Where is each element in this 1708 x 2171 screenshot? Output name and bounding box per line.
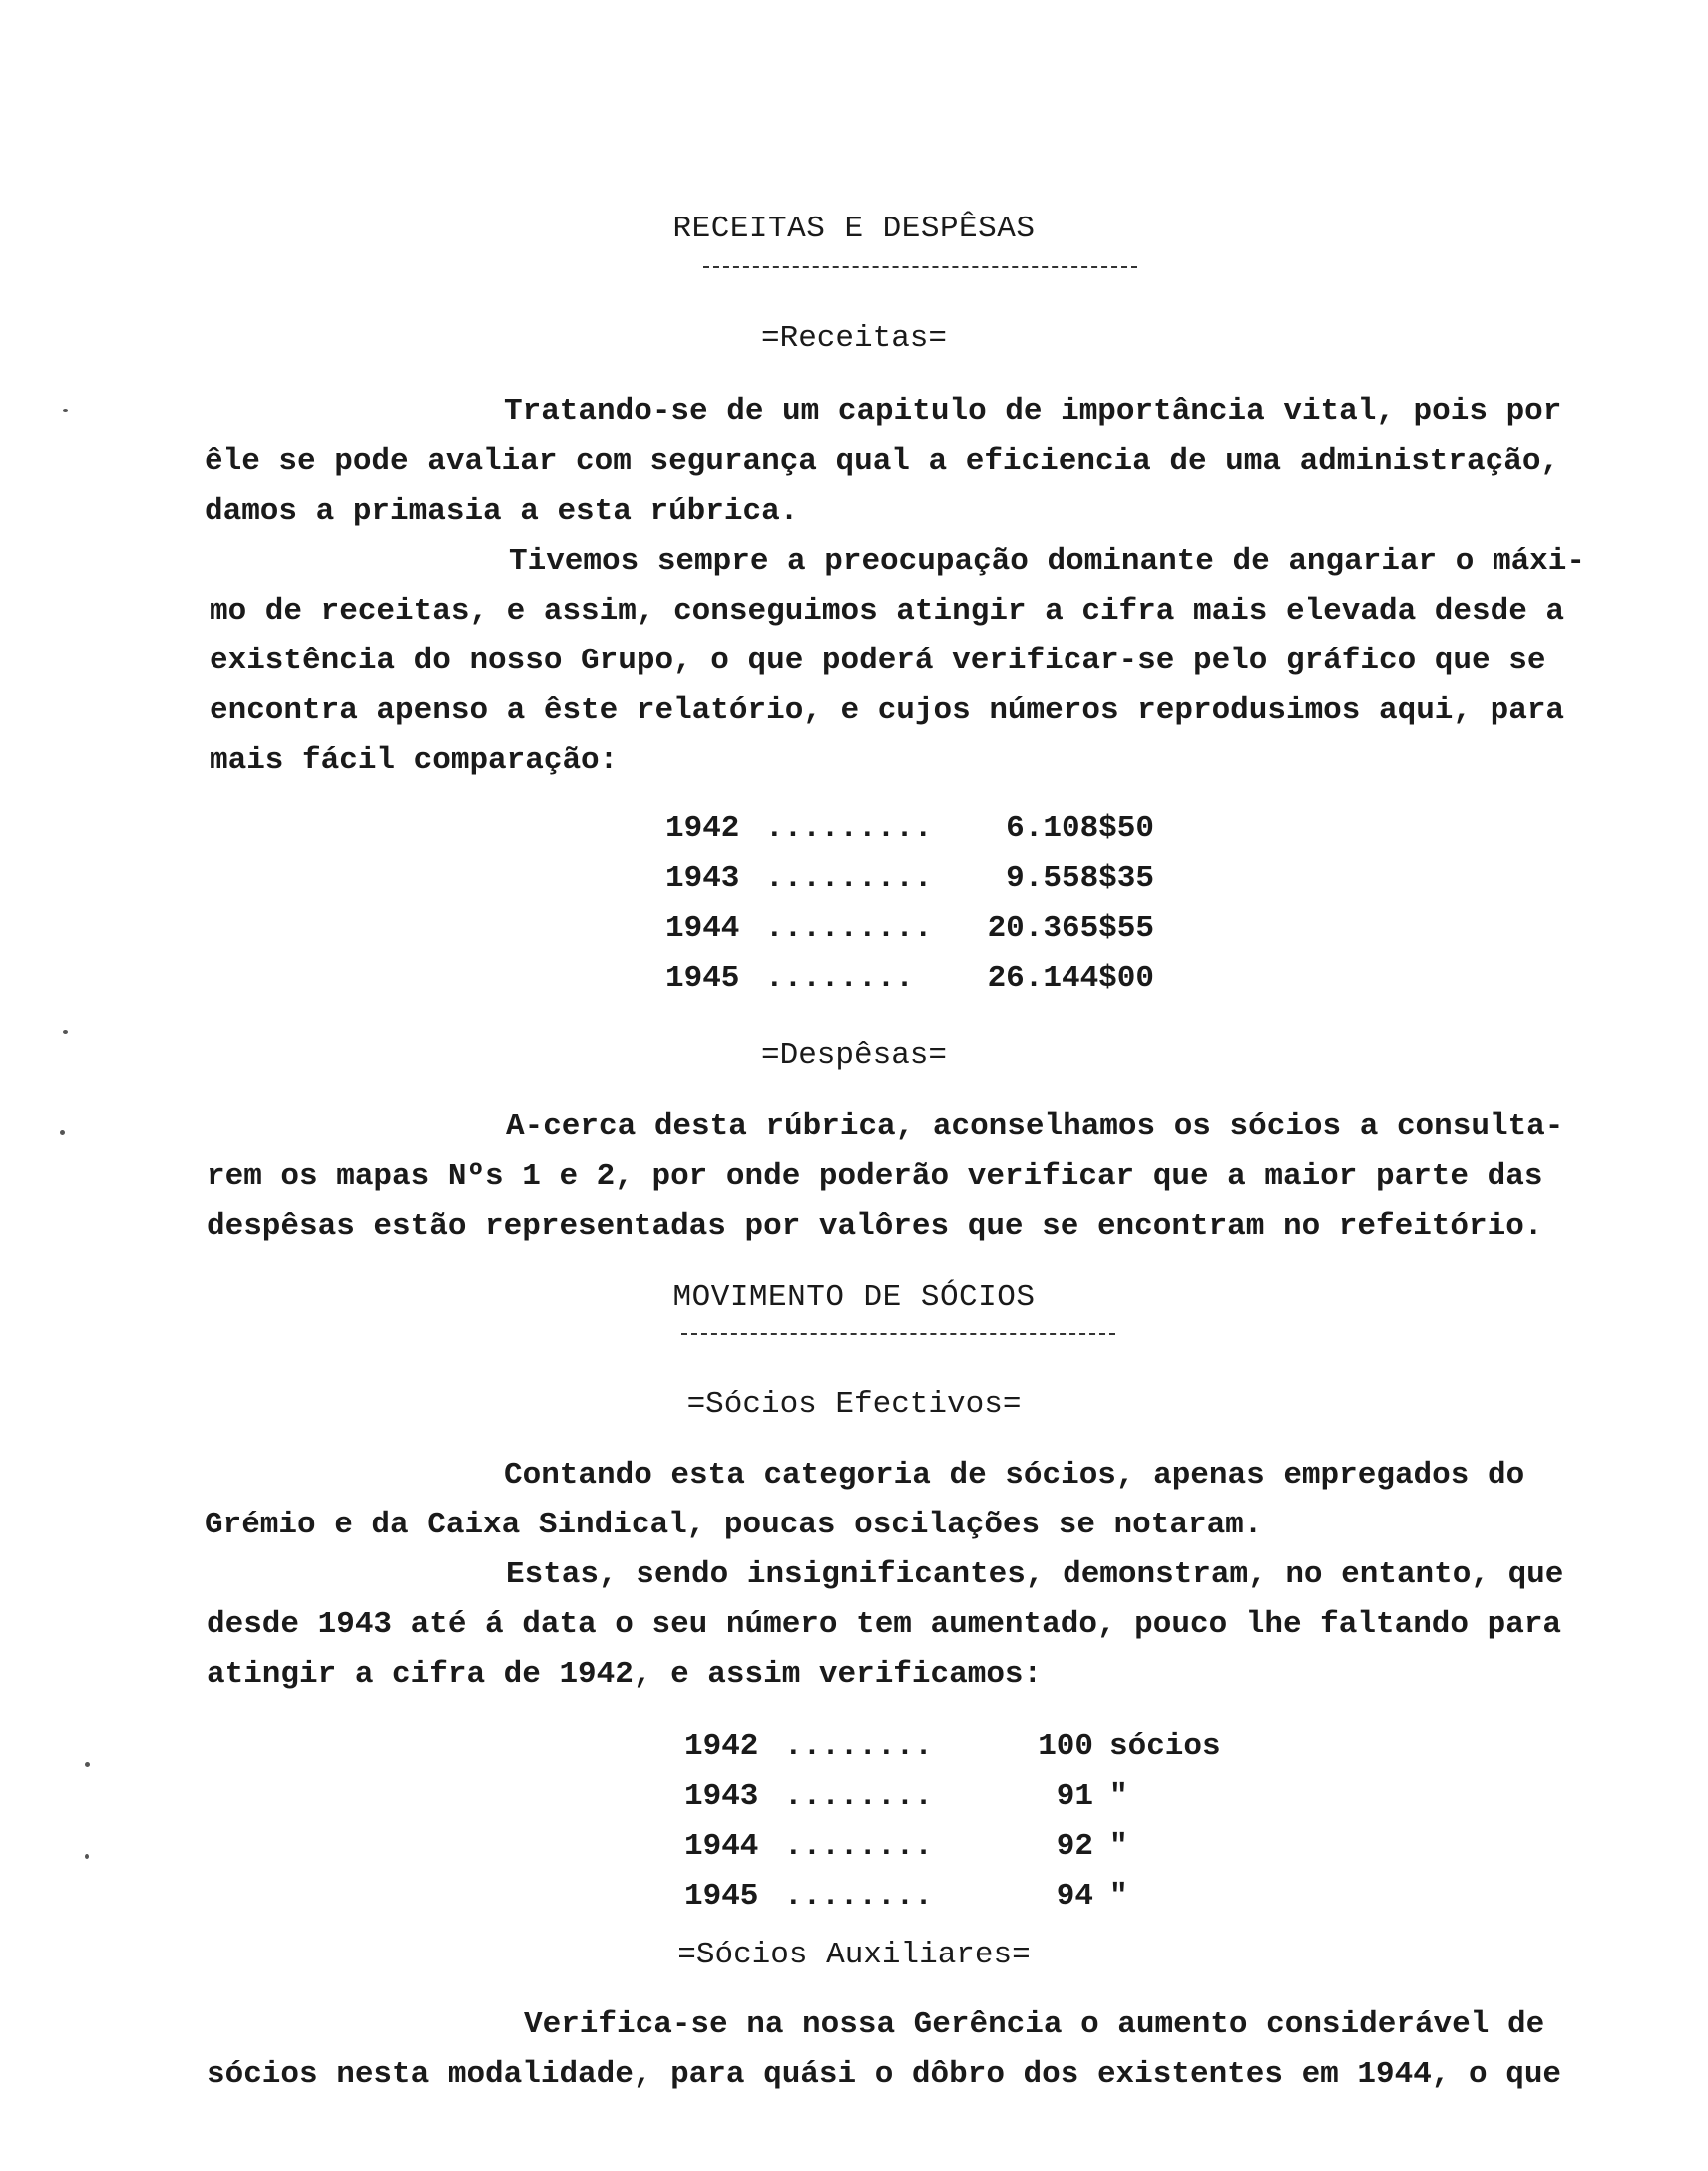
year-cell: 1945	[665, 961, 740, 996]
subheading-socios-efectivos: =Sócios Efectivos=	[686, 1387, 1022, 1422]
count-cell: 92	[1056, 1829, 1093, 1864]
receitas-paragraph-1	[205, 387, 1661, 537]
unit-cell: sócios	[1109, 1729, 1221, 1764]
table-row	[665, 904, 1154, 954]
year-cell: 1942	[665, 811, 740, 846]
year-cell: 1943	[665, 861, 740, 896]
receitas-table	[665, 804, 1154, 1004]
amount-cell: 9.558$35	[1006, 861, 1154, 896]
leader-dots: .........	[765, 911, 933, 946]
text-line: mais fácil comparação:	[210, 743, 619, 778]
despesas-paragraph-1	[207, 1102, 1663, 1252]
efectivos-table	[684, 1722, 1239, 1922]
text-line: atingir a cifra de 1942, e assim verificamos:	[207, 1657, 1043, 1692]
leader-dots: ........	[784, 1879, 933, 1914]
count-cell: 91	[1056, 1779, 1093, 1814]
unit-cell: "	[1109, 1879, 1128, 1914]
table-row	[684, 1872, 1239, 1922]
table-row	[665, 854, 1154, 904]
text-line: desde 1943 até á data o seu número tem aumentado, pouco lhe faltando para	[207, 1607, 1562, 1642]
text-line: rem os mapas Nºs 1 e 2, por onde poderão verificar que a maior parte das	[207, 1159, 1543, 1194]
text-line: Estas, sendo insignificantes, demonstram, no entanto, que	[506, 1557, 1564, 1592]
subheading-receitas: =Receitas=	[760, 321, 948, 356]
count-cell: 100	[1038, 1729, 1093, 1764]
text-line: encontra apenso a êste relatório, e cujos números reprodusimos aqui, para	[210, 693, 1565, 728]
text-line: Verifica-se na nossa Gerência o aumento considerável de	[524, 2007, 1545, 2042]
year-cell: 1943	[684, 1779, 759, 1814]
leader-dots: ........	[784, 1829, 933, 1864]
table-row	[684, 1772, 1239, 1822]
text-line: existência do nosso Grupo, o que poderá verificar-se pelo gráfico que se	[210, 644, 1546, 678]
scan-speck	[60, 1130, 65, 1135]
text-line: A-cerca desta rúbrica, aconselhamos os sócios a consulta-	[506, 1109, 1564, 1144]
year-cell: 1945	[684, 1879, 759, 1914]
table-row	[665, 804, 1154, 854]
year-cell: 1944	[665, 911, 740, 946]
text-line: êle se pode avaliar com segurança qual a eficiencia de uma administração,	[205, 444, 1560, 479]
table-row	[684, 1822, 1239, 1872]
unit-cell: "	[1109, 1779, 1128, 1814]
section-title-receitas-despesas: RECEITAS E DESPÊSAS	[672, 212, 1036, 246]
scan-speck	[85, 1762, 90, 1767]
subheading-despesas: =Despêsas=	[760, 1038, 948, 1073]
section-title-movimento-socios: MOVIMENTO DE SÓCIOS	[672, 1280, 1036, 1315]
auxiliares-paragraph-1	[207, 2000, 1663, 2100]
year-cell: 1942	[684, 1729, 759, 1764]
year-cell: 1944	[684, 1829, 759, 1864]
text-line: despêsas estão representadas por valôres que se encontram no refeitório.	[207, 1209, 1543, 1244]
scan-speck	[63, 1030, 68, 1034]
amount-cell: 6.108$50	[1006, 811, 1154, 846]
leader-dots: ........	[784, 1779, 933, 1814]
text-line: damos a primasia a esta rúbrica.	[205, 494, 799, 529]
efectivos-paragraph-1	[205, 1451, 1661, 1550]
amount-cell: 26.144$00	[987, 961, 1154, 996]
title-underline	[703, 266, 1137, 268]
text-line: Tivemos sempre a preocupação dominante de angariar o máxi-	[509, 544, 1585, 579]
text-line: sócios nesta modalidade, para quási o dôbro dos existentes em 1944, o que	[207, 2057, 1562, 2092]
leader-dots: ........	[765, 961, 914, 996]
title-underline	[681, 1333, 1115, 1335]
leader-dots: .........	[765, 861, 933, 896]
receitas-paragraph-2	[210, 537, 1666, 786]
text-line: Tratando-se de um capitulo de importância vital, pois por	[504, 394, 1562, 429]
amount-cell: 20.365$55	[987, 911, 1154, 946]
leader-dots: .........	[765, 811, 933, 846]
subheading-socios-auxiliares: =Sócios Auxiliares=	[677, 1938, 1031, 1972]
table-row	[684, 1722, 1239, 1772]
text-line: mo de receitas, e assim, conseguimos atingir a cifra mais elevada desde a	[210, 594, 1565, 629]
table-row	[665, 954, 1154, 1004]
scan-speck	[85, 1854, 89, 1859]
text-line: Contando esta categoria de sócios, apenas empregados do	[504, 1458, 1525, 1493]
count-cell: 94	[1056, 1879, 1093, 1914]
scan-speck	[63, 409, 68, 412]
efectivos-paragraph-2	[207, 1550, 1663, 1700]
text-line: Grémio e da Caixa Sindical, poucas oscilações se notaram.	[205, 1508, 1263, 1542]
unit-cell: "	[1109, 1829, 1128, 1864]
leader-dots: ........	[784, 1729, 933, 1764]
